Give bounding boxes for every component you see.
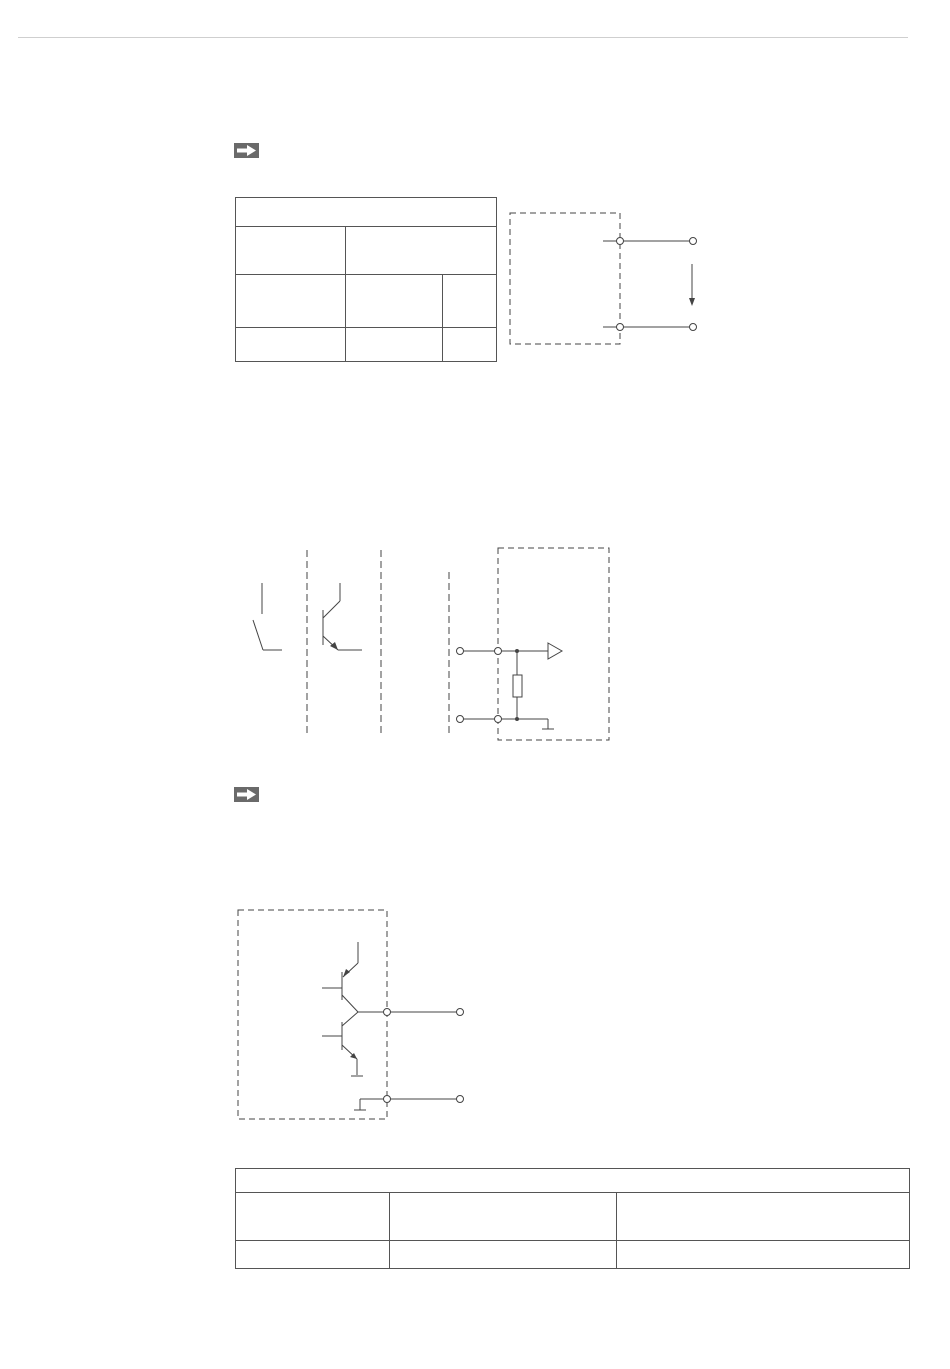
- output-module-boundary: [238, 910, 387, 1119]
- terminal-node: [617, 324, 624, 331]
- table2-cell: [236, 1193, 390, 1241]
- table2-header: [236, 1169, 910, 1193]
- table2-cell: [617, 1193, 910, 1241]
- diagram-output-terminals: [510, 213, 697, 344]
- table2-cell: [390, 1193, 617, 1241]
- terminal-node: [457, 716, 464, 723]
- terminal-node: [457, 1009, 464, 1016]
- table2-cell: [236, 1241, 390, 1269]
- table2-cell: [390, 1241, 617, 1269]
- device-boundary-box: [510, 213, 620, 344]
- terminal-node: [690, 324, 697, 331]
- terminal-node: [690, 238, 697, 245]
- switch-contact-symbol: [253, 583, 282, 650]
- resistor-symbol: [513, 675, 522, 697]
- lower-transistor-symbol: [322, 1012, 363, 1076]
- terminal-node: [617, 238, 624, 245]
- diagram-push-pull-output: [238, 910, 464, 1119]
- terminal-node: [457, 648, 464, 655]
- note-arrow-icon: [234, 787, 259, 802]
- input-module-boundary: [498, 548, 609, 740]
- terminal-node: [495, 716, 502, 723]
- terminal-node: [457, 1096, 464, 1103]
- terminal-node: [384, 1096, 391, 1103]
- spec-table-2: [235, 1168, 910, 1269]
- terminal-node: [384, 1009, 391, 1016]
- buffer-triangle-symbol: [548, 643, 562, 659]
- transistor-symbol: [323, 583, 362, 650]
- upper-transistor-symbol: [322, 942, 358, 1012]
- table2-cell: [617, 1241, 910, 1269]
- terminal-node: [495, 648, 502, 655]
- diagram-input-circuit: [253, 548, 609, 740]
